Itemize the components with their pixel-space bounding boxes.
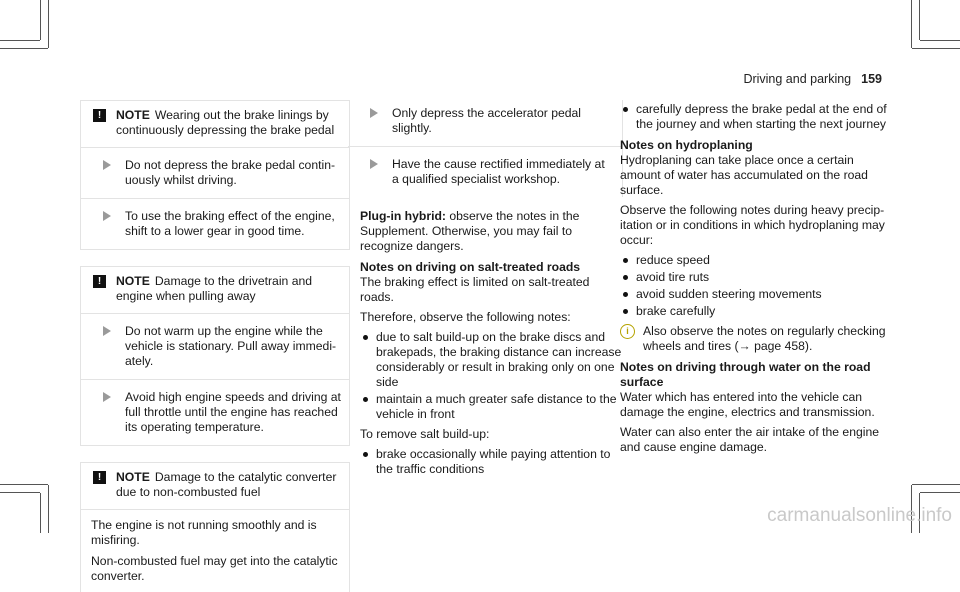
crop-mark bbox=[920, 492, 960, 493]
crop-mark bbox=[0, 492, 40, 493]
step-text: Only depress the accelerator pedal slightly. bbox=[392, 106, 582, 135]
step-text: Do not warm up the engine while the vehicle is stationary. Pull away immediately. bbox=[125, 324, 337, 368]
instruction-step bbox=[348, 100, 622, 146]
section-heading: Notes on hydroplaning bbox=[620, 138, 753, 152]
crop-mark bbox=[912, 48, 960, 49]
step-text: Have the cause rectified immediately at a qualified specialist workshop. bbox=[392, 157, 605, 186]
note-box bbox=[80, 462, 350, 592]
arrow-right-icon bbox=[370, 108, 378, 118]
crop-mark bbox=[48, 485, 49, 533]
crop-mark bbox=[40, 0, 41, 40]
warning-icon: ! bbox=[93, 109, 106, 122]
watermark: carmanualsonline.info bbox=[767, 505, 952, 526]
instruction-step bbox=[348, 146, 622, 197]
column-middle bbox=[348, 100, 623, 482]
paragraph: Therefore, observe the following notes: bbox=[360, 310, 571, 324]
column-left bbox=[80, 100, 350, 592]
note-header bbox=[81, 463, 349, 509]
note-label: NOTE bbox=[116, 470, 150, 484]
info-note bbox=[620, 324, 890, 354]
step-text: Avoid high engine speeds and driving at full throttle until the engine has reached its operating temperature. bbox=[125, 390, 341, 434]
note-box bbox=[80, 266, 350, 446]
plugin-hybrid-note bbox=[360, 209, 623, 254]
note-header bbox=[81, 101, 349, 147]
plugin-text: observe the notes in the Supplement. Otherwise, you may fail to recognize dangers. bbox=[360, 209, 580, 253]
list-item: reduce speed bbox=[620, 253, 890, 268]
note-body: Wearing out the brake linings by continuously depressing the brake pedal bbox=[116, 108, 335, 137]
step-text: Do not depress the brake pedal continuously whilst driving. bbox=[125, 158, 336, 187]
crop-mark bbox=[40, 493, 41, 533]
page-number: 159 bbox=[861, 72, 882, 86]
arrow-right-icon bbox=[103, 211, 111, 221]
list-item: brake carefully bbox=[620, 304, 890, 319]
paragraph: Water can also enter the air intake of the engine and cause engine damage. bbox=[620, 425, 880, 454]
crop-mark bbox=[48, 0, 49, 48]
crop-mark bbox=[0, 484, 48, 485]
list-item: carefully depress the brake pedal at the end of the journey and when starting the next journey bbox=[620, 102, 890, 132]
continued-steps bbox=[348, 100, 623, 197]
paragraph: The engine is not running smoothly and is misfiring. bbox=[91, 518, 317, 547]
arrow-right-icon bbox=[103, 392, 111, 402]
crop-mark bbox=[0, 40, 40, 41]
paragraph: To remove salt build-up: bbox=[360, 427, 490, 441]
instruction-step bbox=[81, 147, 349, 198]
note-label: NOTE bbox=[116, 108, 150, 122]
section-heading: Notes on driving through water on the road surface bbox=[620, 360, 871, 389]
note-content bbox=[81, 509, 349, 592]
paragraph: The braking effect is limited on salt-treated roads. bbox=[360, 275, 590, 304]
instruction-step bbox=[81, 313, 349, 379]
paragraph: Water which has entered into the vehicle can damage the engine, electrics and transmission. bbox=[620, 390, 875, 419]
crop-mark bbox=[920, 40, 960, 41]
list-item: brake occasionally while paying attention to the traffic conditions bbox=[360, 447, 623, 477]
bullet-list bbox=[620, 102, 890, 132]
list-item: avoid sudden steering movements bbox=[620, 287, 890, 302]
paragraph: Hydroplaning can take place once a certain amount of water has accumulated on the road surface. bbox=[620, 153, 868, 197]
instruction-step bbox=[81, 198, 349, 249]
warning-icon: ! bbox=[93, 471, 106, 484]
bullet-list bbox=[360, 330, 623, 422]
note-box bbox=[80, 100, 350, 250]
arrow-right-icon bbox=[370, 159, 378, 169]
note-body: Damage to the catalytic converter due to non-combusted fuel bbox=[116, 470, 337, 499]
section-heading: Notes on driving on salt-treated roads bbox=[360, 260, 581, 274]
section-title: Driving and parking bbox=[743, 72, 852, 86]
plugin-label: Plug-in hybrid: bbox=[360, 209, 446, 223]
instruction-step bbox=[81, 379, 349, 445]
info-text: Also observe the notes on regularly checking wheels and tires (→ page 458). bbox=[643, 324, 886, 353]
bullet-list bbox=[360, 447, 623, 477]
column-right bbox=[620, 100, 890, 460]
crop-mark bbox=[0, 48, 48, 49]
list-item: due to salt build-up on the brake discs and brakepads, the braking distance can increase considerably or result in braking only on one side bbox=[360, 330, 623, 390]
paragraph: Observe the following notes during heavy precipitation or in conditions in which hydroplaning may occur: bbox=[620, 203, 885, 247]
crop-mark bbox=[912, 484, 960, 485]
note-text bbox=[116, 470, 343, 500]
step-text: To use the braking effect of the engine, shift to a lower gear in good time. bbox=[125, 209, 335, 238]
note-header bbox=[81, 267, 349, 313]
list-item: avoid tire ruts bbox=[620, 270, 890, 285]
arrow-right-icon bbox=[103, 326, 111, 336]
crop-mark bbox=[919, 0, 920, 40]
info-icon: i bbox=[620, 324, 635, 339]
note-body: Damage to the drivetrain and engine when pulling away bbox=[116, 274, 313, 303]
crop-mark bbox=[911, 0, 912, 48]
arrow-right-icon bbox=[103, 160, 111, 170]
page-header bbox=[743, 72, 882, 86]
paragraph: Non-combusted fuel may get into the catalytic converter. bbox=[91, 554, 338, 583]
warning-icon: ! bbox=[93, 275, 106, 288]
note-label: NOTE bbox=[116, 274, 150, 288]
note-text bbox=[116, 274, 343, 304]
note-text bbox=[116, 108, 343, 138]
bullet-list bbox=[620, 253, 890, 319]
list-item: maintain a much greater safe distance to the vehicle in front bbox=[360, 392, 623, 422]
